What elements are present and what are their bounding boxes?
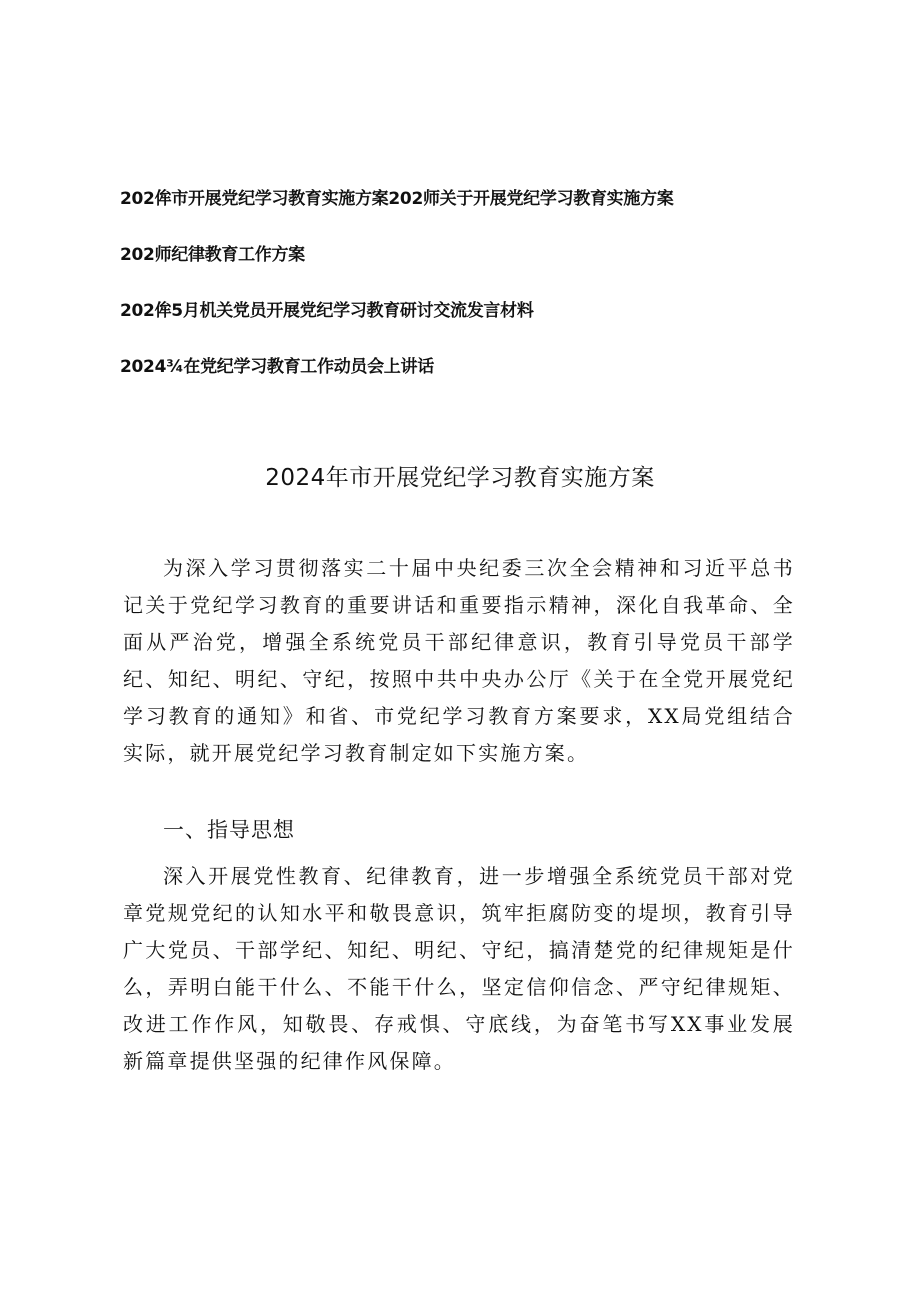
intro-paragraph: 为深入学习贯彻落实二十届中央纪委三次全会精神和习近平总书记关于党纪学习教育的重要讲话和重要指示精神，深化自我革命、全面从严治党，增强全系统党员干部纪律意识，教育引导党员干部学纪、知纪、明纪、守纪，按照中共中央办公厅《关于在全党开展党纪学习教育的通知》和省、市党纪学习教育方案要求，XX局党组结合实际，就开展党纪学习教育制定如下实施方案。: [123, 556, 795, 765]
toc-item[interactable]: 2024¾在党纪学习教育工作动员会上讲话: [120, 357, 434, 377]
table-of-contents: [120, 184, 820, 408]
toc-item[interactable]: 202侔5月机关党员开展党纪学习教育研讨交流发言材料: [120, 301, 534, 321]
section-heading: 一、指导思想: [163, 818, 295, 842]
section-paragraph: 深入开展党性教育、纪律教育，进一步增强全系统党员干部对党章党规党纪的认知水平和敬畏意识，筑牢拒腐防变的堤坝，教育引导广大党员、干部学纪、知纪、明纪、守纪，搞清楚党的纪律规矩是什么，弄明白能干什么、不能干什么，坚定信仰信念、严守纪律规矩、改进工作作风，知敬畏、存戒惧、守底线，为奋笔书写XX事业发展新篇章提供坚强的纪律作风保障。: [123, 864, 795, 1073]
toc-item[interactable]: 202侔市开展党纪学习教育实施方案202师关于开展党纪学习教育实施方案: [120, 189, 674, 209]
document-title: 2024年市开展党纪学习教育实施方案: [265, 465, 655, 491]
toc-item[interactable]: 202师纪律教育工作方案: [120, 245, 305, 265]
